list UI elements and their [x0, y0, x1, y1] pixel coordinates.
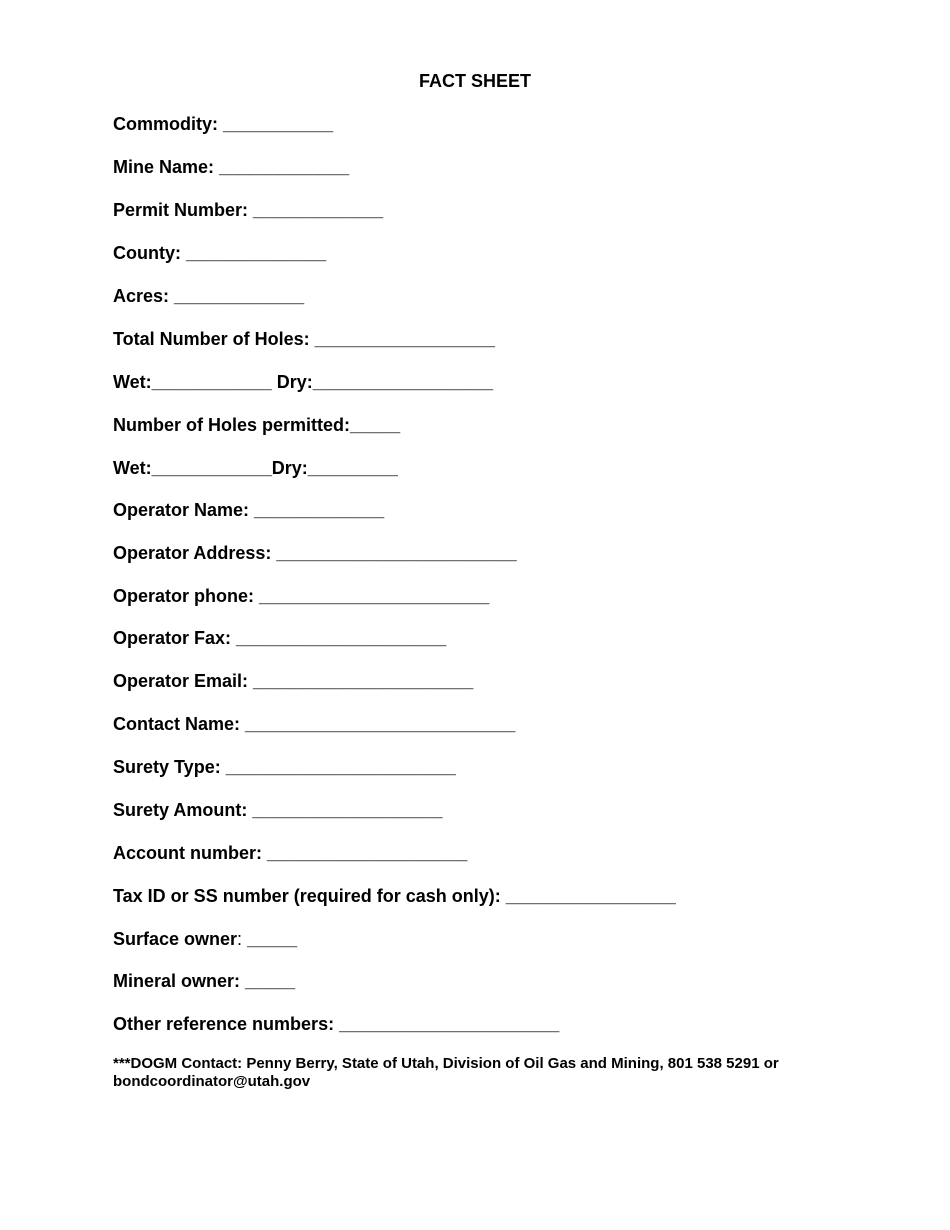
county-field: County: ______________	[113, 243, 327, 263]
holes-permitted-field: Number of Holes permitted:_____	[113, 415, 401, 435]
surety-type-field: Surety Type: _______________________	[113, 757, 456, 777]
tax-id-field: Tax ID or SS number (required for cash only): _________________	[113, 886, 676, 906]
mine-name-field: Mine Name: _____________	[113, 157, 350, 177]
operator-email-field: Operator Email: ______________________	[113, 671, 474, 691]
permit-number-field: Permit Number: _____________	[113, 200, 384, 220]
operator-name-field: Operator Name: _____________	[113, 500, 385, 520]
surface-owner-field	[113, 928, 297, 950]
page-title: FACT SHEET	[418, 71, 531, 91]
dogm-contact-line: ***DOGM Contact: Penny Berry, State of Utah, Division of Oil Gas and Mining, 801 538 5291 or	[113, 1055, 779, 1072]
operator-phone-field: Operator phone: _______________________	[113, 586, 490, 606]
total-wet-dry-field: Wet:____________ Dry:__________________	[113, 372, 493, 392]
dogm-contact-note	[113, 1055, 833, 1091]
operator-address-field: Operator Address: ________________________	[113, 543, 517, 563]
surety-amount-field: Surety Amount: ___________________	[113, 800, 443, 820]
mineral-owner-field: Mineral owner: _____	[113, 971, 296, 991]
total-holes-field: Total Number of Holes: __________________	[113, 329, 495, 349]
surface-owner-colon: :	[237, 929, 243, 949]
permitted-wet-dry-field: Wet:____________Dry:_________	[113, 458, 398, 478]
surface-owner-label: Surface owner	[113, 929, 238, 949]
account-number-field: Account number: ____________________	[113, 843, 468, 863]
surface-owner-blank: _____	[242, 929, 298, 949]
contact-name-field: Contact Name: ___________________________	[113, 714, 516, 734]
other-reference-field: Other reference numbers: ______________________	[113, 1014, 560, 1034]
dogm-contact-email: bondcoordinator@utah.gov	[113, 1073, 311, 1090]
acres-field: Acres: _____________	[113, 286, 305, 306]
commodity-field: Commodity: ___________	[113, 114, 334, 134]
operator-fax-field: Operator Fax: _____________________	[113, 628, 447, 648]
